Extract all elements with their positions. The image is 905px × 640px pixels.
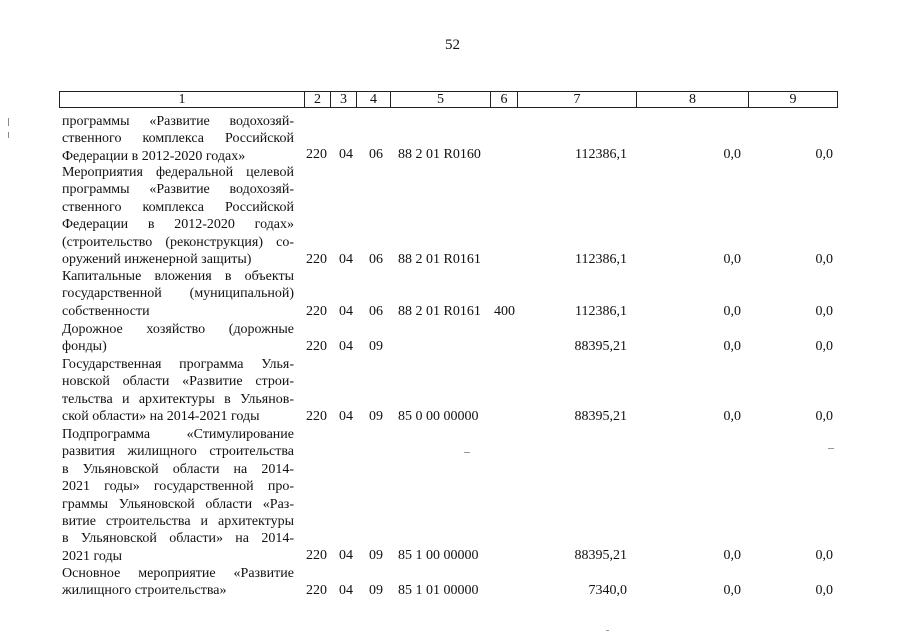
cell-col-3: 04	[339, 409, 353, 424]
description-line: фонды)	[62, 339, 107, 355]
description-line: граммы Ульяновской области «Раз-	[62, 496, 294, 512]
cell-col-8: 0,0	[723, 304, 741, 319]
header-col-8: 8	[637, 92, 749, 107]
scan-mark	[8, 118, 9, 126]
header-col-7: 7	[518, 92, 637, 107]
description-line: в Ульяновской области» на 2014-	[62, 531, 294, 547]
cell-col-9: 0,0	[815, 252, 833, 267]
cell-col-7: 88395,21	[574, 409, 627, 424]
description-line: жилищного строительства»	[62, 583, 227, 599]
cell-col-3: 04	[339, 252, 353, 267]
table-header-row	[59, 91, 838, 108]
table-row-description	[62, 565, 294, 600]
description-line: (строительство (реконструкция) со-	[62, 234, 294, 250]
cell-col-8: 0,0	[723, 583, 741, 598]
description-line: Государственная программа Улья-	[62, 357, 294, 372]
scan-speck	[464, 452, 470, 453]
cell-col-4: 09	[369, 583, 383, 598]
description-line: Федерации в 2012-2020 годах»	[62, 217, 294, 233]
cell-col-2: 220	[306, 304, 327, 319]
description-line: Федерации в 2012-2020 годах»	[62, 148, 246, 164]
cell-col-4: 09	[369, 339, 383, 354]
cell-col-8: 0,0	[723, 409, 741, 424]
cell-col-6: 400	[494, 304, 515, 319]
table-row-description	[62, 113, 294, 165]
header-col-1: 1	[60, 92, 305, 107]
description-line: 2021 годы» государственной про-	[62, 479, 294, 495]
description-line: оружений инженерной защиты)	[62, 252, 252, 268]
header-col-9: 9	[789, 92, 797, 107]
description-line: Мероприятия федеральной целевой	[62, 165, 294, 180]
description-line: программы «Развитие водохозяй-	[62, 114, 294, 129]
description-line: государственной (муниципальной)	[62, 286, 294, 302]
cell-col-5: 85 0 00 00000	[398, 409, 479, 424]
cell-col-9: 0,0	[815, 409, 833, 424]
cell-col-2: 220	[306, 339, 327, 354]
cell-col-7: 88395,21	[574, 339, 627, 354]
cell-col-7: 112386,1	[575, 252, 627, 267]
description-line: новской области «Развитие строи-	[62, 374, 294, 390]
cell-col-5: 85 1 01 00000	[398, 583, 479, 598]
table-row-description	[62, 268, 294, 320]
cell-col-7: 112386,1	[575, 147, 627, 162]
cell-col-4: 09	[369, 548, 383, 563]
cell-col-2: 220	[306, 548, 327, 563]
cell-col-5: 85 1 00 00000	[398, 548, 479, 563]
cell-col-4: 06	[369, 252, 383, 267]
table-row-description	[62, 321, 294, 356]
cell-col-2: 220	[306, 409, 327, 424]
cell-col-3: 04	[339, 583, 353, 598]
cell-col-5: 88 2 01 R0160	[398, 147, 481, 162]
cell-col-4: 09	[369, 409, 383, 424]
header-col-2: 2	[305, 92, 331, 107]
description-line: развития жилищного строительства	[62, 444, 294, 460]
page-number: 52	[445, 37, 460, 53]
description-line: ственного комплекса Российской	[62, 199, 294, 215]
scan-mark	[8, 132, 9, 138]
cell-col-9: 0,0	[815, 548, 833, 563]
scan-speck	[606, 630, 609, 631]
scan-speck	[828, 448, 834, 449]
cell-col-9: 0,0	[815, 147, 833, 162]
description-line: витие строительства и архитектуры	[62, 514, 294, 530]
cell-col-3: 04	[339, 548, 353, 563]
description-line: Дорожное хозяйство (дорожные	[62, 322, 294, 337]
table-row-description	[62, 426, 294, 565]
cell-col-9: 0,0	[815, 339, 833, 354]
cell-col-4: 06	[369, 147, 383, 162]
cell-col-7: 7340,0	[588, 583, 627, 598]
description-line: 2021 годы	[62, 548, 123, 564]
description-line: тельства и архитектуры в Ульянов-	[62, 391, 294, 407]
cell-col-8: 0,0	[723, 252, 741, 267]
cell-col-8: 0,0	[723, 548, 741, 563]
cell-col-5: 88 2 01 R0161	[398, 304, 481, 319]
cell-col-8: 0,0	[723, 147, 741, 162]
description-line: Основное мероприятие «Развитие	[62, 566, 294, 581]
table-row-description	[62, 356, 294, 426]
table-row-description	[62, 164, 294, 268]
description-line: ственного комплекса Российской	[62, 131, 294, 147]
cell-col-9: 0,0	[815, 304, 833, 319]
description-line: Капитальные вложения в объекты	[62, 269, 294, 284]
cell-col-2: 220	[306, 583, 327, 598]
description-line: ской области» на 2014-2021 годы	[62, 409, 260, 425]
cell-col-3: 04	[339, 304, 353, 319]
cell-col-7: 88395,21	[574, 548, 627, 563]
description-line: программы «Развитие водохозяй-	[62, 182, 294, 198]
cell-col-8: 0,0	[723, 339, 741, 354]
description-line: Подпрограмма «Стимулирование	[62, 427, 294, 442]
cell-col-5: 88 2 01 R0161	[398, 252, 481, 267]
cell-col-9: 0,0	[815, 583, 833, 598]
header-col-6: 6	[491, 92, 518, 107]
cell-col-4: 06	[369, 304, 383, 319]
header-col-3: 3	[331, 92, 357, 107]
cell-col-3: 04	[339, 339, 353, 354]
description-line: собственности	[62, 303, 150, 319]
header-col-5: 5	[391, 92, 491, 107]
cell-col-7: 112386,1	[575, 304, 627, 319]
header-col-4: 4	[357, 92, 391, 107]
description-line: в Ульяновской области на 2014-	[62, 461, 294, 477]
cell-col-2: 220	[306, 147, 327, 162]
cell-col-2: 220	[306, 252, 327, 267]
cell-col-3: 04	[339, 147, 353, 162]
